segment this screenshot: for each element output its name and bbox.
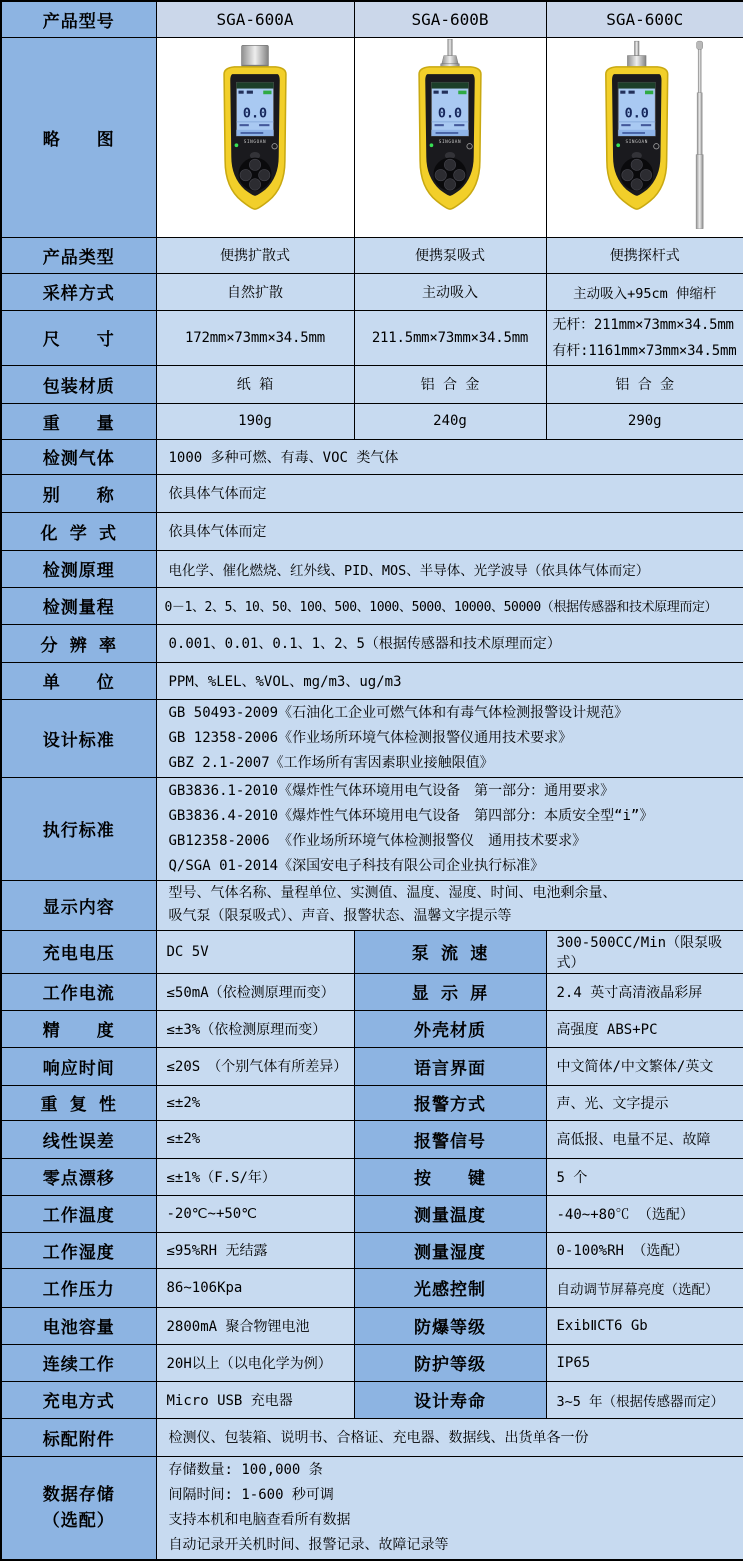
value-explosion-proof-grade: ExibⅡCT6 Gb [546, 1307, 743, 1344]
model-name-b: SGA-600B [354, 1, 546, 37]
screen-info-text [259, 124, 269, 126]
spec-row-design-standard [1, 699, 743, 777]
value-repeatability: ≤±2% [156, 1085, 354, 1120]
spec-row-detection-range [1, 587, 743, 624]
label-light-control: 光感控制 [354, 1268, 546, 1307]
value-shell-material: 高强度 ABS+PC [546, 1010, 743, 1047]
pump-probe [448, 39, 453, 55]
spec-row-battery-capacity [1, 1307, 743, 1344]
label-detection-range: 检测量程 [1, 587, 156, 624]
value-detection-principle: 电化学、催化燃烧、红外线、PID、MOS、半导体、光学波导（依具体气体而定） [156, 550, 743, 587]
value-display-content [156, 880, 743, 930]
label-detection-principle: 检测原理 [1, 550, 156, 587]
product-photo-cell-c [546, 37, 743, 237]
label-measuring-temperature: 测量温度 [354, 1195, 546, 1232]
right-button [640, 169, 651, 180]
value-chemical-formula: 依具体气体而定 [156, 512, 743, 550]
value-measuring-temperature: -40~+80℃ （选配） [546, 1195, 743, 1232]
standard-line: GB3836.4-2010《爆炸性气体环境用电气设备 第四部分：本质安全型“i”》 [168, 807, 654, 824]
value-unit: PPM、%LEL、%VOL、mg/m3、ug/m3 [156, 662, 743, 699]
standard-line: GB 50493-2009《石油化工企业可燃气体和有毒气体检测报警设计规范》 [168, 704, 629, 721]
spec-row-resolution [1, 624, 743, 662]
enter-button [444, 179, 455, 190]
label-measuring-humidity: 测量湿度 [354, 1232, 546, 1268]
battery-icon [645, 91, 653, 95]
battery-icon [458, 91, 466, 95]
screen-status-icons [442, 91, 448, 94]
label-zero-drift: 零点漂移 [1, 1158, 156, 1195]
up-button [631, 159, 642, 170]
value-type-a: 便携扩散式 [156, 237, 354, 273]
screen-date-text [622, 132, 645, 134]
screen-info-text [435, 124, 444, 126]
up-button [444, 159, 455, 170]
label-alarm-mode: 报警方式 [354, 1085, 546, 1120]
telescopic-rod-tip [696, 41, 702, 49]
spec-row-charging-method [1, 1381, 743, 1418]
led-indicator [235, 143, 239, 147]
value-response-time: ≤20S （个别气体有所差异） [156, 1047, 354, 1085]
label-working-current: 工作电流 [1, 973, 156, 1010]
value-alias: 依具体气体而定 [156, 474, 743, 512]
value-size-a: 172mm×73mm×34.5mm [156, 310, 354, 365]
spec-row-unit [1, 662, 743, 699]
model-name-a: SGA-600A [156, 1, 354, 37]
value-linearity-error: ≤±2% [156, 1120, 354, 1158]
screen-reading: 0.0 [624, 106, 649, 122]
screen-divider [236, 122, 273, 123]
enter-button [631, 179, 642, 190]
spec-row-working-current [1, 973, 743, 1010]
label-buttons: 按 键 [354, 1158, 546, 1195]
screen-divider [431, 122, 468, 123]
value-pump-flow-rate: 300-500CC/Min（限泵吸式） [546, 930, 743, 973]
spec-row-weight [1, 403, 743, 439]
label-alarm-signal: 报警信号 [354, 1120, 546, 1158]
header-row [1, 1, 743, 37]
screen-info-text [621, 124, 630, 126]
screen-status-icons [239, 91, 244, 94]
value-buttons: 5 个 [546, 1158, 743, 1195]
enter-button [249, 179, 260, 190]
screen-title-bar [236, 82, 273, 88]
screen-status-icons [434, 91, 439, 94]
screen-title-bar [618, 82, 655, 88]
brand-text: SINGOAN [243, 140, 267, 146]
pump-probe [634, 41, 639, 55]
label-unit: 单 位 [1, 662, 156, 699]
label-working-humidity: 工作湿度 [1, 1232, 156, 1268]
storage-line: 存储数量: 100,000 条 [168, 1461, 323, 1478]
value-protection-grade: IP65 [546, 1344, 743, 1381]
value-sampling-b: 主动吸入 [354, 273, 546, 310]
value-detected-gas: 1000 多种可燃、有毒、VOC 类气体 [156, 439, 743, 474]
telescopic-rod-segment [697, 93, 702, 155]
telescopic-rod-base [696, 155, 703, 229]
label-charging-voltage: 充电电压 [1, 930, 156, 973]
spec-row-accessories [1, 1418, 743, 1456]
left-button [240, 169, 251, 180]
value-battery-capacity: 2800mA 聚合物锂电池 [156, 1307, 354, 1344]
screen-status-icons [628, 91, 634, 94]
value-weight-c: 290g [546, 403, 743, 439]
value-working-current: ≤50mA（依检测原理而变） [156, 973, 354, 1010]
label-continuous-working: 连续工作 [1, 1344, 156, 1381]
spec-row-working-temperature [1, 1195, 743, 1232]
spec-row-execution-standard [1, 777, 743, 880]
storage-line: 支持本机和电脑查看所有数据 [168, 1511, 351, 1528]
standard-line: GBZ 2.1-2007《工作场所有害因素职业接触限值》 [168, 754, 494, 771]
screen-date-text [241, 132, 264, 134]
brand-text: SINGOAN [625, 140, 648, 146]
label-battery-capacity: 电池容量 [1, 1307, 156, 1344]
label-weight: 重 量 [1, 403, 156, 439]
size-c-line-rod: 有杆:1161mm×73mm×34.5mm [552, 342, 737, 359]
spec-row-data-storage [1, 1456, 743, 1560]
screen-info-text [641, 124, 651, 126]
value-working-pressure: 86~106Kpa [156, 1268, 354, 1307]
led-indicator [430, 143, 434, 147]
value-accessories: 检测仪、包装箱、说明书、合格证、充电器、数据线、出货单各一份 [156, 1418, 743, 1456]
spec-row-chemical-formula [1, 512, 743, 550]
value-type-b: 便携泵吸式 [354, 237, 546, 273]
value-display-screen: 2.4 英寸高清液晶彩屏 [546, 973, 743, 1010]
label-shell-material: 外壳材质 [354, 1010, 546, 1047]
label-repeatability: 重 复 性 [1, 1085, 156, 1120]
value-light-control: 自动调节屏幕亮度（选配） [546, 1268, 743, 1307]
screen-status-icons [620, 91, 625, 94]
label-data-storage [1, 1456, 156, 1560]
screen-status-icons [247, 91, 253, 94]
screen-reading: 0.0 [242, 106, 268, 122]
battery-icon [263, 91, 271, 95]
spec-row-detected-gas [1, 439, 743, 474]
spec-row-linearity-error [1, 1120, 743, 1158]
spec-row-size [1, 310, 743, 365]
up-button [249, 159, 260, 170]
screen-info-text [240, 124, 249, 126]
header-label: 产品型号 [1, 1, 156, 37]
value-design-life: 3~5 年（根据传感器而定） [546, 1381, 743, 1418]
spec-row-working-pressure [1, 1268, 743, 1307]
device-image-sga-600a [188, 39, 322, 235]
left-button [622, 169, 633, 180]
label-working-temperature: 工作温度 [1, 1195, 156, 1232]
screen-date-text [436, 132, 459, 134]
label-working-pressure: 工作压力 [1, 1268, 156, 1307]
standard-line: Q/SGA 01-2014《深国安电子科技有限公司企业执行标准》 [168, 857, 545, 874]
value-working-temperature: -20℃~+50℃ [156, 1195, 354, 1232]
value-resolution: 0.001、0.01、0.1、1、2、5（根据传感器和技术原理而定） [156, 624, 743, 662]
screen-divider [618, 122, 655, 123]
value-continuous-working: 20H以上（以电化学为例） [156, 1344, 354, 1381]
label-display-content: 显示内容 [1, 880, 156, 930]
label-size: 尺 寸 [1, 310, 156, 365]
value-sampling-c: 主动吸入+95cm 伸缩杆 [546, 273, 743, 310]
led-indicator [616, 143, 620, 147]
standard-line: GB 12358-2006《作业场所环境气体检测报警仪通用技术要求》 [168, 729, 573, 746]
label-explosion-proof-grade: 防爆等级 [354, 1307, 546, 1344]
screen-title-bar [431, 82, 468, 88]
spec-row-alias [1, 474, 743, 512]
value-sampling-a: 自然扩散 [156, 273, 354, 310]
display-content-line: 吸气泵（限泵吸式）、声音、报警状态、温馨文字提示等 [168, 908, 512, 924]
label-protection-grade: 防护等级 [354, 1344, 546, 1381]
sketch-label: 略 图 [1, 37, 156, 237]
label-linearity-error: 线性误差 [1, 1120, 156, 1158]
value-charging-method: Micro USB 充电器 [156, 1381, 354, 1418]
label-sampling: 采样方式 [1, 273, 156, 310]
spec-row-continuous-working [1, 1344, 743, 1381]
value-packaging-a: 纸 箱 [156, 365, 354, 403]
value-alarm-mode: 声、光、文字提示 [546, 1085, 743, 1120]
storage-line: 自动记录开关机时间、报警记录、故障记录等 [168, 1536, 449, 1553]
spec-row-display-content [1, 880, 743, 930]
value-alarm-signal: 高低报、电量不足、故障 [546, 1120, 743, 1158]
screen-reading: 0.0 [437, 106, 463, 122]
label-packaging: 包装材质 [1, 365, 156, 403]
spec-row-packaging [1, 365, 743, 403]
value-working-humidity: ≤95%RH 无结露 [156, 1232, 354, 1268]
standard-line: GB12358-2006 《作业场所环境气体检测报警仪 通用技术要求》 [168, 832, 587, 849]
value-size-b: 211.5mm×73mm×34.5mm [354, 310, 546, 365]
spec-row-charging-voltage [1, 930, 743, 973]
product-photo-cell-a [156, 37, 354, 237]
value-language-interface: 中文简体/中文繁体/英文 [546, 1047, 743, 1085]
label-language-interface: 语言界面 [354, 1047, 546, 1085]
label-pump-flow-rate: 泵 流 速 [354, 930, 546, 973]
probe-flare [442, 56, 458, 64]
value-weight-a: 190g [156, 403, 354, 439]
label-product-type: 产品类型 [1, 237, 156, 273]
device-image-sga-600c [578, 39, 712, 235]
value-packaging-c: 铝 合 金 [546, 365, 743, 403]
storage-line: 间隔时间: 1-600 秒可调 [168, 1486, 334, 1503]
model-name-c: SGA-600C [546, 1, 743, 37]
screen-info-text [454, 124, 464, 126]
value-measuring-humidity: 0-100%RH （选配） [546, 1232, 743, 1268]
label-design-life: 设计寿命 [354, 1381, 546, 1418]
spec-row-accuracy [1, 1010, 743, 1047]
value-detection-range: 0－1、2、5、10、50、100、500、1000、5000、10000、50000（根据传感器和技术原理而定） [156, 587, 743, 624]
value-charging-voltage: DC 5V [156, 930, 354, 973]
label-display-screen: 显 示 屏 [354, 973, 546, 1010]
label-resolution: 分 辨 率 [1, 624, 156, 662]
sensor-cap [627, 56, 646, 68]
telescopic-rod-segment [698, 49, 701, 92]
brand-text: SINGOAN [438, 140, 462, 146]
spec-row-repeatability [1, 1085, 743, 1120]
sketch-row [1, 37, 743, 237]
spec-row-working-humidity [1, 1232, 743, 1268]
value-execution-standard [156, 777, 743, 880]
value-data-storage [156, 1456, 743, 1560]
spec-row-sampling [1, 273, 743, 310]
data-storage-label-line: 数据存储 [42, 1484, 115, 1505]
label-execution-standard: 执行标准 [1, 777, 156, 880]
left-button [435, 169, 446, 180]
label-alias: 别 称 [1, 474, 156, 512]
display-content-line: 型号、气体名称、量程单位、实测值、温度、湿度、时间、电池剩余量、 [168, 885, 617, 901]
value-accuracy: ≤±3%（依检测原理而变） [156, 1010, 354, 1047]
value-design-standard [156, 699, 743, 777]
right-button [454, 169, 465, 180]
value-zero-drift: ≤±1%（F.S/年） [156, 1158, 354, 1195]
value-size-c [546, 310, 743, 365]
device-image-sga-600b [383, 39, 517, 235]
label-detected-gas: 检测气体 [1, 439, 156, 474]
spec-row-zero-drift [1, 1158, 743, 1195]
label-accessories: 标配附件 [1, 1418, 156, 1456]
standard-line: GB3836.1-2010《爆炸性气体环境用电气设备 第一部分：通用要求》 [168, 782, 615, 799]
data-storage-label-line: （选配） [42, 1510, 115, 1531]
spec-row-detection-principle [1, 550, 743, 587]
product-photo-cell-b [354, 37, 546, 237]
value-packaging-b: 铝 合 金 [354, 365, 546, 403]
label-response-time: 响应时间 [1, 1047, 156, 1085]
right-button [259, 169, 270, 180]
spec-row-product-type [1, 237, 743, 273]
value-weight-b: 240g [354, 403, 546, 439]
label-chemical-formula: 化 学 式 [1, 512, 156, 550]
label-design-standard: 设计标准 [1, 699, 156, 777]
label-accuracy: 精 度 [1, 1010, 156, 1047]
spec-row-response-time [1, 1047, 743, 1085]
label-charging-method: 充电方式 [1, 1381, 156, 1418]
value-type-c: 便携探杆式 [546, 237, 743, 273]
size-c-line-norod: 无杆：211mm×73mm×34.5mm [552, 316, 734, 333]
